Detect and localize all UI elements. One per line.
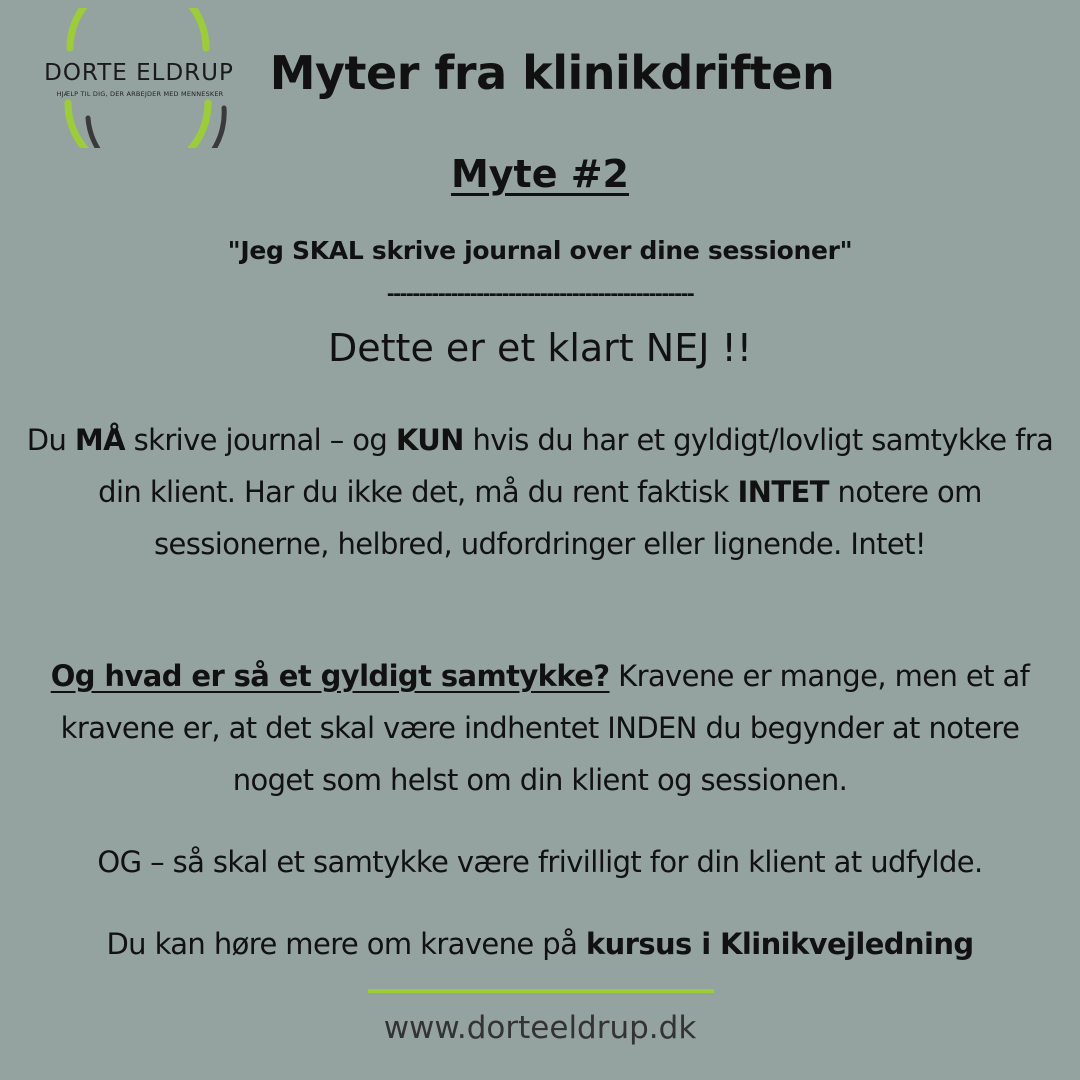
paragraph-course [20, 918, 1060, 970]
myth-quote: "Jeg SKAL skrive journal over dine sessioner" [227, 236, 853, 265]
consent-question: Og hvad er så et gyldigt samtykke? [50, 659, 610, 693]
text-span: skrive journal – og [125, 423, 396, 457]
website-url: www.dorteeldrup.dk [383, 1010, 697, 1046]
text-span: Du kan høre mere om kravene på [106, 927, 586, 961]
logo-tagline: HJÆLP TIL DIG, DER ARBEJDER MED MENNESKER [56, 90, 224, 98]
paragraph-explanation [20, 414, 1060, 570]
paragraph-consent [20, 650, 1060, 806]
green-divider [368, 989, 714, 993]
text-span: Du [26, 423, 75, 457]
bold-span: INTET [737, 475, 829, 509]
text-span: hvis du har et gyldigt/lovligt samtykke fra din klient. Har du ikke det, må du rent faktisk [98, 423, 1054, 509]
logo [18, 8, 258, 148]
paragraph-voluntary: OG – så skal et samtykke være frivilligt for din klient at udfylde. [97, 845, 983, 879]
myth-heading: Myte #2 [450, 152, 630, 196]
logo-name: DORTE ELDRUP [44, 60, 234, 86]
text-span: Kravene er mange, men et af kravene er, at det skal være indhentet INDEN du begynder at notere noget som helst om din klient og sessionen. [60, 659, 1030, 797]
text-span: notere om sessionerne, helbred, udfordringer eller lignende. Intet! [154, 475, 982, 561]
separator-line: ------------------------------------------------ [386, 283, 694, 305]
bold-span: KUN [395, 423, 464, 457]
verdict-text: Dette er et klart NEJ !! [328, 326, 752, 370]
course-link-text: kursus i Klinikvejledning [585, 927, 974, 961]
bold-span: MÅ [74, 423, 126, 457]
page-title: Myter fra klinikdriften [269, 46, 835, 100]
